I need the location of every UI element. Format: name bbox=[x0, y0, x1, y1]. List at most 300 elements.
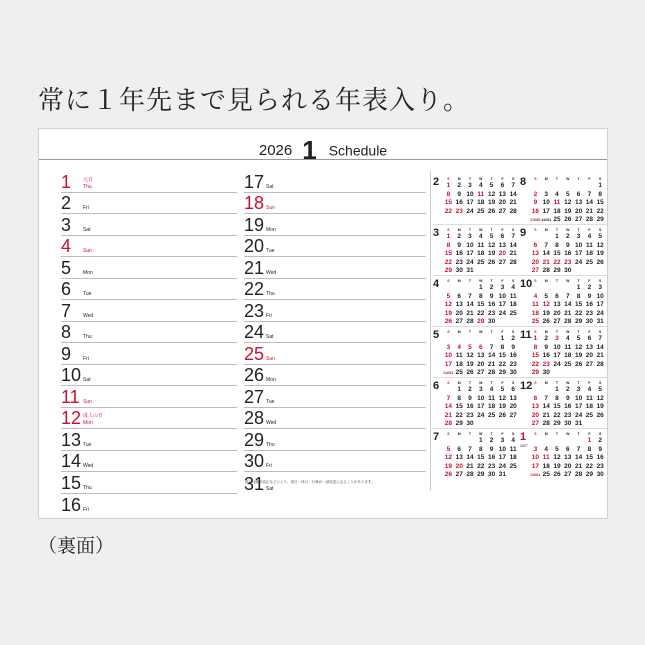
mini-day: 24/31 bbox=[530, 472, 541, 477]
mini-day: 15 bbox=[596, 199, 604, 206]
weekday-label: Thu bbox=[83, 484, 92, 491]
weekday-initial: F bbox=[588, 228, 591, 232]
week-row bbox=[530, 403, 606, 412]
mini-day: 26 bbox=[574, 360, 583, 368]
mini-day: 21 bbox=[509, 199, 517, 206]
mini-day: 14 bbox=[596, 343, 604, 351]
mini-day: 28 bbox=[444, 420, 453, 427]
weekday-initial: T bbox=[577, 432, 580, 436]
mini-day: 9 bbox=[489, 292, 494, 300]
mini-day: 16 bbox=[596, 454, 604, 461]
mini-day: 10 bbox=[444, 352, 453, 359]
headline: 常に１年先まで見られる年表入り。 bbox=[38, 86, 471, 116]
mini-month-grid bbox=[443, 381, 519, 429]
mini-day: 14 bbox=[542, 403, 550, 410]
mini-day: 29 bbox=[477, 318, 485, 325]
mini-day: 10 bbox=[574, 241, 583, 249]
mini-month-number: 1 bbox=[520, 431, 527, 443]
mini-day: 6 bbox=[500, 182, 505, 189]
mini-day: 23 bbox=[564, 258, 572, 266]
mini-month-grid bbox=[443, 432, 519, 480]
mini-day: 14 bbox=[466, 454, 474, 461]
mini-day: 3 bbox=[468, 233, 472, 240]
weekday-label: Mon bbox=[83, 269, 93, 276]
day-row bbox=[244, 451, 426, 473]
mini-day: 27 bbox=[509, 411, 517, 419]
weekday-initial: F bbox=[501, 228, 504, 232]
weekday-initial: F bbox=[501, 432, 504, 436]
mini-day: 18 bbox=[542, 462, 550, 470]
mini-day: 13 bbox=[564, 454, 572, 461]
mini-day bbox=[562, 437, 573, 446]
mini-month-grid bbox=[530, 330, 606, 378]
mini-day: 28 bbox=[574, 471, 583, 478]
mini-day: 5 bbox=[555, 445, 559, 453]
weekday-initial: T bbox=[555, 330, 559, 334]
mini-day: 27 bbox=[498, 207, 506, 215]
mini-day: 8 bbox=[598, 190, 602, 198]
mini-day bbox=[584, 369, 595, 378]
mini-day: 22 bbox=[553, 258, 561, 266]
mini-day: 16 bbox=[531, 207, 540, 215]
mini-day bbox=[530, 182, 541, 191]
mini-day: 29 bbox=[553, 420, 561, 427]
weekday-label: Thu bbox=[266, 291, 275, 297]
weekday-label: Sun bbox=[266, 355, 275, 362]
day-row bbox=[244, 279, 426, 301]
mini-day: 10 bbox=[553, 343, 561, 351]
mini-day bbox=[454, 284, 465, 293]
mini-day: 12 bbox=[574, 343, 583, 351]
mini-day: 20 bbox=[531, 258, 540, 266]
mini-day bbox=[573, 267, 584, 276]
day-number: 10 bbox=[61, 365, 82, 385]
mini-day: 12 bbox=[564, 199, 572, 206]
weekday-initial: S bbox=[599, 330, 602, 334]
weekday-initial: M bbox=[457, 381, 461, 385]
mini-day: 23 bbox=[487, 309, 496, 317]
mini-day: 27 bbox=[455, 318, 463, 325]
mini-day: 26 bbox=[564, 216, 572, 223]
day-row bbox=[244, 408, 426, 430]
mini-day: 4 bbox=[587, 233, 592, 240]
mini-day bbox=[541, 386, 552, 395]
week-row bbox=[443, 386, 519, 395]
mini-day: 2 bbox=[457, 182, 461, 189]
day-row bbox=[61, 236, 237, 258]
mini-day: 7 bbox=[587, 190, 592, 198]
day-row bbox=[61, 408, 237, 430]
week-row bbox=[443, 403, 519, 412]
mini-day: 25 bbox=[477, 258, 485, 266]
weekday-label: Fri bbox=[266, 463, 272, 469]
mini-day: 11 bbox=[455, 352, 463, 359]
day-number: 17 bbox=[244, 171, 265, 192]
weekday-initial: S bbox=[534, 330, 537, 334]
mini-day: 9 bbox=[457, 241, 461, 249]
weekday-initial: M bbox=[457, 432, 461, 436]
day-number: 8 bbox=[61, 322, 72, 342]
weekday-initial: F bbox=[501, 279, 504, 283]
mini-day: 21 bbox=[574, 462, 583, 470]
mini-day: 18 bbox=[585, 403, 593, 410]
weekday-initial: S bbox=[599, 381, 602, 385]
mini-day: 2 bbox=[544, 335, 548, 342]
day-row bbox=[244, 386, 426, 408]
week-row bbox=[530, 216, 606, 225]
weekday-initial: T bbox=[490, 381, 493, 385]
mini-day: 17 bbox=[444, 360, 453, 368]
caption: （裏面） bbox=[38, 535, 115, 557]
mini-day: 2 bbox=[457, 233, 461, 240]
mini-day: 17 bbox=[477, 403, 485, 410]
mini-day bbox=[443, 335, 454, 344]
week-row bbox=[530, 395, 606, 404]
mini-day: 12 bbox=[542, 301, 550, 308]
mini-day: 3 bbox=[544, 190, 548, 198]
mini-day: 22 bbox=[585, 462, 593, 470]
day-number: 26 bbox=[244, 365, 265, 385]
weekday-label: Thu bbox=[83, 183, 92, 190]
mini-day: 29 bbox=[596, 216, 604, 223]
week-row bbox=[530, 310, 606, 319]
mini-day: 4 bbox=[489, 386, 494, 393]
mini-day: 1 bbox=[478, 284, 483, 291]
mini-day: 2 bbox=[468, 386, 472, 393]
weekday-initial: T bbox=[577, 177, 580, 181]
mini-day bbox=[475, 335, 486, 344]
weekday-initial: S bbox=[599, 279, 602, 283]
weekday-initial: T bbox=[577, 228, 580, 232]
weekday-label: Wed bbox=[266, 420, 277, 426]
mini-day: 1 bbox=[555, 386, 559, 393]
mini-day: 27 bbox=[455, 471, 463, 478]
mini-day bbox=[443, 386, 454, 395]
week-row bbox=[530, 182, 606, 191]
mini-day bbox=[454, 437, 465, 446]
mini-day: 6 bbox=[457, 292, 461, 300]
week-row bbox=[443, 310, 519, 319]
mini-day: 26 bbox=[498, 411, 506, 419]
mini-day: 6 bbox=[565, 445, 570, 453]
mini-day: 22 bbox=[455, 411, 463, 419]
weekday-initial: F bbox=[588, 330, 591, 334]
mini-day: 8 bbox=[478, 445, 483, 453]
mini-day: 21 bbox=[542, 258, 550, 266]
mini-day bbox=[573, 182, 584, 191]
weekday-initial: S bbox=[534, 228, 537, 232]
day-number: 2 bbox=[61, 193, 72, 213]
mini-day: 13 bbox=[509, 394, 517, 402]
mini-day: 30 bbox=[466, 420, 474, 427]
week-row bbox=[443, 284, 519, 293]
weekday-initial: M bbox=[544, 279, 548, 283]
week-row bbox=[443, 208, 519, 217]
mini-day: 28 bbox=[509, 258, 517, 266]
weekday-initial: T bbox=[490, 228, 493, 232]
weekday-label: Fri bbox=[266, 312, 272, 319]
mini-day: 10 bbox=[542, 199, 550, 206]
mini-day: 23 bbox=[564, 411, 572, 419]
mini-day: 25 bbox=[553, 216, 561, 223]
weekday-initial: T bbox=[577, 381, 580, 385]
mini-day: 8 bbox=[500, 343, 505, 351]
weekday-initial: W bbox=[479, 177, 483, 181]
mini-day: 17 bbox=[596, 301, 604, 308]
mini-day: 19 bbox=[498, 403, 506, 410]
mini-day: 11 bbox=[564, 343, 572, 351]
mini-day: 8 bbox=[446, 241, 451, 249]
mini-day: 16 bbox=[509, 352, 517, 359]
mini-day: 6 bbox=[457, 445, 461, 453]
weekday-initial: T bbox=[577, 279, 580, 283]
mini-day: 9 bbox=[533, 199, 538, 206]
mini-day: 18 bbox=[585, 250, 593, 257]
weekday-initial: S bbox=[447, 432, 450, 436]
week-row bbox=[530, 369, 606, 378]
mini-month bbox=[520, 381, 606, 432]
mini-day: 16 bbox=[542, 352, 550, 359]
mini-day: 11 bbox=[585, 241, 593, 249]
mini-day: 12 bbox=[444, 301, 453, 308]
mini-month bbox=[520, 432, 606, 483]
mini-day: 2 bbox=[489, 437, 494, 444]
mini-day: 29 bbox=[574, 318, 583, 325]
mini-month bbox=[520, 228, 606, 279]
weekday-initial: M bbox=[457, 228, 461, 232]
day-row bbox=[244, 214, 426, 236]
day-number: 13 bbox=[61, 429, 82, 450]
mini-day bbox=[530, 284, 541, 293]
mini-day: 28 bbox=[564, 318, 572, 325]
mini-day: 23 bbox=[585, 309, 593, 317]
mini-day: 10 bbox=[498, 292, 506, 300]
weekday-label: Fri bbox=[83, 205, 89, 211]
mini-day: 25 bbox=[509, 309, 517, 317]
mini-day bbox=[584, 182, 595, 191]
mini-day: 5 bbox=[468, 343, 472, 351]
mini-day: 3 bbox=[478, 386, 483, 393]
mini-day: 2 bbox=[489, 284, 494, 291]
mini-month-grid bbox=[530, 228, 606, 276]
mini-day: 15 bbox=[498, 352, 506, 359]
day-number: 6 bbox=[61, 279, 72, 299]
mini-day: 19 bbox=[596, 403, 604, 410]
weekday-initial: S bbox=[447, 381, 450, 385]
mini-day: 27 bbox=[574, 216, 583, 223]
week-row bbox=[530, 437, 606, 446]
mini-day: 21 bbox=[585, 207, 593, 215]
weekday-initial: T bbox=[555, 228, 559, 232]
mini-day: 12 bbox=[487, 241, 496, 249]
mini-day: 13 bbox=[498, 190, 506, 198]
mini-day: 19 bbox=[574, 352, 583, 359]
mini-day: 25 bbox=[585, 411, 593, 419]
mini-day: 21 bbox=[466, 462, 474, 470]
mini-day: 1 bbox=[500, 335, 505, 342]
weekday-initial: S bbox=[534, 177, 537, 181]
mini-day: 15 bbox=[553, 403, 561, 410]
mini-day: 26 bbox=[444, 318, 453, 325]
mini-day: 9 bbox=[457, 190, 461, 198]
mini-day: 13 bbox=[498, 241, 506, 249]
mini-day: 11 bbox=[585, 394, 593, 402]
mini-day: 21 bbox=[444, 411, 453, 419]
week-row bbox=[443, 454, 519, 463]
mini-day: 19 bbox=[466, 360, 474, 368]
mini-day: 16 bbox=[487, 301, 496, 308]
mini-day: 20 bbox=[477, 360, 485, 368]
mini-day: 15 bbox=[574, 301, 583, 308]
mini-day: 5 bbox=[489, 233, 494, 240]
column-divider bbox=[430, 171, 431, 491]
weekday-initial: W bbox=[479, 381, 483, 385]
weekday-initial: S bbox=[447, 177, 450, 181]
mini-day: 22 bbox=[574, 309, 583, 317]
mini-day: 2 bbox=[565, 233, 570, 240]
mini-day bbox=[595, 369, 606, 378]
mini-day: 28 bbox=[466, 471, 474, 478]
mini-day bbox=[541, 182, 552, 191]
weekday-initial: S bbox=[534, 432, 537, 436]
weekday-initial: F bbox=[501, 330, 504, 334]
day-number: 4 bbox=[61, 236, 72, 256]
weekday-label: Thu bbox=[83, 334, 92, 340]
day-number: 27 bbox=[244, 386, 265, 407]
mini-day: 30 bbox=[564, 420, 572, 427]
mini-day: 16 bbox=[564, 250, 572, 257]
weekday-initial: T bbox=[468, 381, 472, 385]
title-rule bbox=[39, 159, 607, 160]
mini-day: 14 bbox=[542, 250, 550, 257]
mini-day bbox=[541, 233, 552, 242]
mini-day: 31 bbox=[596, 318, 604, 325]
mini-day: 1 bbox=[587, 437, 592, 444]
mini-day: 24 bbox=[466, 207, 474, 215]
mini-day: 25 bbox=[585, 258, 593, 266]
mini-day: 24 bbox=[466, 258, 474, 266]
mini-day: 3 bbox=[576, 233, 581, 240]
weekday-initial: S bbox=[599, 432, 602, 436]
mini-day: 9 bbox=[544, 343, 548, 351]
holiday-name: 元日 bbox=[83, 176, 94, 183]
mini-month-grid bbox=[530, 381, 606, 429]
mini-day: 24 bbox=[596, 309, 604, 317]
mini-day: 26 bbox=[553, 471, 561, 478]
mini-day: 30 bbox=[542, 369, 550, 376]
mini-day: 13 bbox=[455, 301, 463, 308]
day-row bbox=[244, 343, 426, 365]
mini-day: 3 bbox=[576, 386, 581, 393]
mini-day: 3 bbox=[533, 445, 538, 453]
mini-day: 13 bbox=[477, 352, 485, 359]
mini-day: 8 bbox=[555, 241, 559, 249]
weekday-label: Sat bbox=[83, 226, 91, 233]
day-number: 22 bbox=[244, 279, 265, 299]
mini-month-number: 12 bbox=[520, 380, 533, 392]
weekday-label: Sat bbox=[266, 183, 274, 190]
mini-month bbox=[433, 228, 519, 279]
day-row bbox=[244, 365, 426, 387]
weekday-initial: M bbox=[544, 228, 548, 232]
mini-day: 10 bbox=[498, 445, 506, 453]
weekday-initial: T bbox=[490, 330, 493, 334]
mini-day: 5 bbox=[446, 292, 451, 300]
mini-day: 4 bbox=[587, 386, 592, 393]
week-row bbox=[530, 259, 606, 268]
mini-day: 31 bbox=[574, 420, 583, 427]
mini-day: 22 bbox=[477, 309, 485, 317]
mini-day: 3 bbox=[468, 182, 472, 189]
mini-month-number: 11 bbox=[520, 329, 532, 341]
mini-month-grid bbox=[443, 330, 519, 378]
mini-day: 11 bbox=[509, 292, 517, 300]
day-row bbox=[61, 472, 237, 494]
mini-day: 19 bbox=[487, 199, 496, 206]
day-number: 14 bbox=[61, 451, 82, 471]
mini-day bbox=[552, 284, 563, 293]
mini-day: 23 bbox=[455, 258, 463, 266]
mini-day: 12 bbox=[498, 394, 506, 402]
mini-day: 21 bbox=[564, 309, 572, 317]
weekday-label: Tue bbox=[266, 248, 275, 254]
mini-day: 18 bbox=[509, 301, 517, 308]
mini-day: 3 bbox=[500, 284, 505, 291]
mini-day: 5 bbox=[446, 445, 451, 453]
mini-day: 15 bbox=[455, 403, 463, 410]
mini-day: 18 bbox=[455, 360, 463, 368]
mini-day: 7 bbox=[446, 394, 451, 402]
day-row bbox=[61, 257, 237, 279]
mini-day: 12 bbox=[596, 241, 604, 249]
mini-day: 29 bbox=[444, 267, 453, 274]
mini-day: 9 bbox=[565, 241, 570, 249]
weekday-label: Sat bbox=[266, 485, 274, 492]
mini-day: 24 bbox=[498, 309, 506, 317]
weekday-label: Tue bbox=[83, 291, 92, 297]
mini-day bbox=[443, 437, 454, 446]
mini-day: 11 bbox=[477, 190, 485, 198]
weekday-initial: W bbox=[566, 432, 570, 436]
mini-day: 13 bbox=[553, 301, 561, 308]
week-row bbox=[443, 412, 519, 421]
mini-day: 20 bbox=[498, 250, 506, 257]
mini-day: 28 bbox=[542, 420, 550, 427]
weekday-label: Wed bbox=[266, 269, 277, 276]
mini-day: 30 bbox=[487, 471, 496, 478]
mini-day: 18 bbox=[509, 454, 517, 461]
mini-day: 14 bbox=[585, 199, 593, 206]
mini-day: 23/30 bbox=[530, 217, 541, 222]
day-number: 20 bbox=[244, 236, 265, 256]
mini-month-number: 10 bbox=[520, 278, 533, 290]
mini-day: 20 bbox=[455, 462, 463, 470]
mini-day bbox=[595, 267, 606, 276]
mini-day: 21 bbox=[466, 309, 474, 317]
weekday-initial: S bbox=[512, 432, 515, 436]
mini-day bbox=[552, 437, 563, 446]
weekday-initial: W bbox=[479, 279, 483, 283]
mini-day: 18 bbox=[477, 250, 485, 257]
week-row bbox=[530, 233, 606, 242]
mini-day: 21 bbox=[509, 250, 517, 257]
mini-day: 15 bbox=[444, 199, 453, 206]
mini-day: 10 bbox=[531, 454, 540, 461]
mini-day bbox=[595, 420, 606, 429]
mini-day: 28 bbox=[466, 318, 474, 325]
day-number: 5 bbox=[61, 257, 72, 278]
mini-day: 29 bbox=[553, 267, 561, 274]
